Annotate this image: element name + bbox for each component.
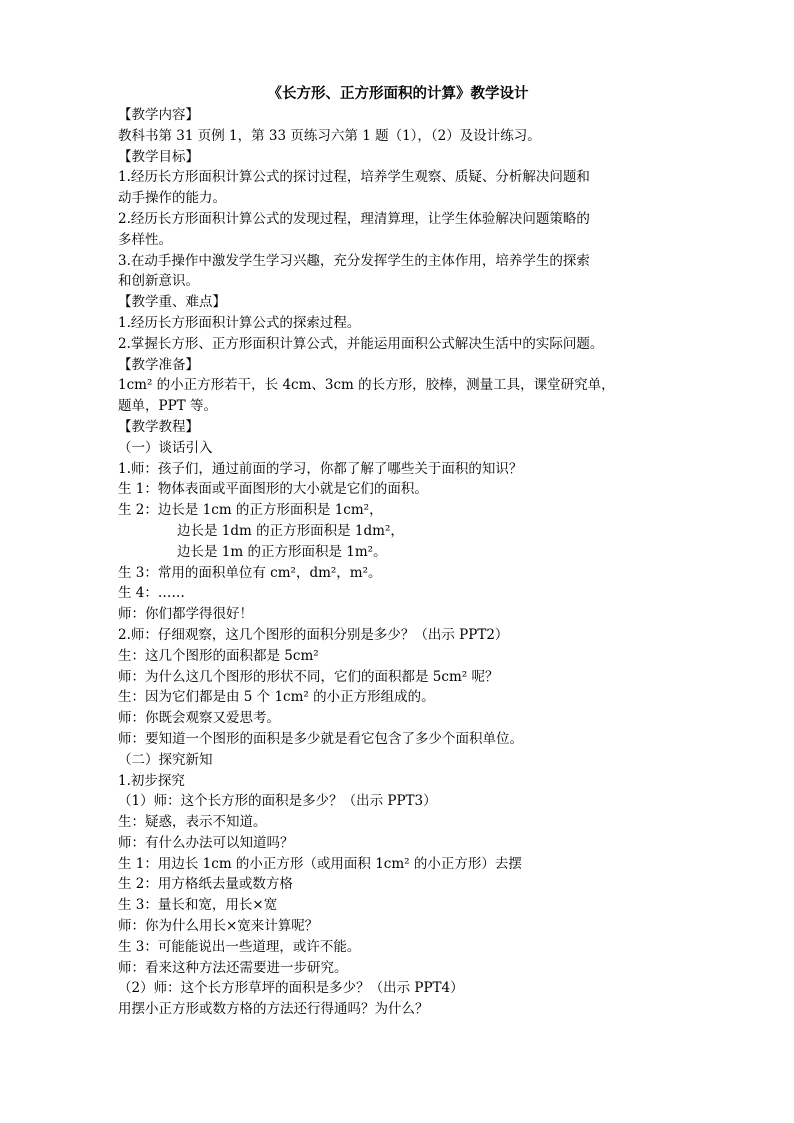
text-line: 教科书第 31 页例 1，第 33 页练习六第 1 题（1），（2）及设计练习。 — [118, 127, 541, 144]
document-title: 《长方形、正方形面积的计算》教学设计 — [267, 85, 529, 102]
section-heading: （一）谈话引入 — [118, 439, 213, 456]
text-line: 1.经历长方形面积计算公式的探讨过程，培养学生观察、质疑、分析解决问题和 — [118, 169, 590, 186]
text-line: 动手操作的能力。 — [118, 190, 226, 207]
heading-content: 【教学内容】 — [118, 107, 199, 123]
text-line: 生：因为它们都是由 5 个 1cm² 的小正方形组成的。 — [118, 689, 435, 706]
text-line: 生 2：用方格纸去量或数方格 — [118, 876, 293, 893]
text-line: 生 4：…… — [118, 585, 185, 602]
text-line: 多样性。 — [118, 231, 172, 248]
text-line: 1.师：孩子们，通过前面的学习，你都了解了哪些关于面积的知识？ — [118, 460, 523, 477]
text-line: 生 1：用边长 1cm 的小正方形（或用面积 1cm² 的小正方形）去摆 — [118, 855, 522, 872]
text-line: 生：这几个图形的面积都是 5cm² — [118, 647, 319, 664]
text-line: 师：你既会观察又爱思考。 — [118, 710, 280, 727]
text-line: 师：你们都学得很好！ — [118, 606, 253, 623]
text-line: 边长是 1dm 的正方形面积是 1dm²， — [177, 522, 404, 539]
text-line: 1.经历长方形面积计算公式的探索过程。 — [118, 314, 361, 331]
heading-key-points: 【教学重、难点】 — [118, 294, 226, 311]
text-line: 用摆小正方形或数方格的方法还行得通吗？为什么？ — [118, 1001, 429, 1018]
text-line: 生 3：可能能说出一些道理，或许不能。 — [118, 938, 361, 955]
document-content — [118, 83, 678, 1020]
text-line: 1cm² 的小正方形若干，长 4cm、3cm 的长方形，胶棒，测量工具，课堂研究单， — [118, 377, 615, 394]
text-line: 2.经历长方形面积计算公式的发现过程，理清算理，让学生体验解决问题策略的 — [118, 210, 590, 227]
text-line: 生 2：边长是 1cm 的正方形面积是 1cm²， — [118, 502, 383, 519]
text-line: 题单，PPT 等。 — [118, 398, 217, 415]
text-line: 2.师：仔细观察，这几个图形的面积分别是多少？（出示 PPT2） — [118, 626, 509, 643]
heading-process: 【教学教程】 — [118, 418, 199, 435]
document-body — [118, 105, 678, 1020]
text-line: 师：有什么办法可以知道吗？ — [118, 834, 294, 851]
text-line: 2.掌握长方形、正方形面积计算公式，并能运用面积公式解决生活中的实际问题。 — [118, 335, 604, 352]
text-line: 师：看来这种方法还需要进一步研究。 — [118, 959, 348, 976]
text-line: 和创新意识。 — [118, 273, 199, 290]
text-line: 1.初步探究 — [118, 772, 185, 789]
text-line: 边长是 1m 的正方形面积是 1m²。 — [177, 543, 387, 560]
heading-preparation: 【教学准备】 — [118, 356, 199, 373]
text-line: 师：为什么这几个图形的形状不同，它们的面积都是 5cm² 呢？ — [118, 668, 499, 685]
text-line: （2）师：这个长方形草坪的面积是多少？（出示 PPT4） — [118, 980, 464, 997]
text-line: 生 3：量长和宽，用长×宽 — [118, 897, 278, 914]
text-line: （1）师：这个长方形的面积是多少？（出示 PPT3） — [118, 793, 437, 810]
text-line: 3.在动手操作中激发学生学习兴趣，充分发挥学生的主体作用，培养学生的探索 — [118, 252, 590, 269]
text-line: 生 3：常用的面积单位有 cm²，dm²，m²。 — [118, 564, 382, 581]
text-line: 生 1：物体表面或平面图形的大小就是它们的面积。 — [118, 481, 428, 498]
section-heading: （二）探究新知 — [118, 751, 213, 768]
heading-objectives: 【教学目标】 — [118, 148, 199, 165]
text-line: 师：你为什么用长×宽来计算呢？ — [118, 918, 319, 935]
text-line: 生：疑惑，表示不知道。 — [118, 814, 267, 831]
text-line: 师：要知道一个图形的面积是多少就是看它包含了多少个面积单位。 — [118, 730, 523, 747]
